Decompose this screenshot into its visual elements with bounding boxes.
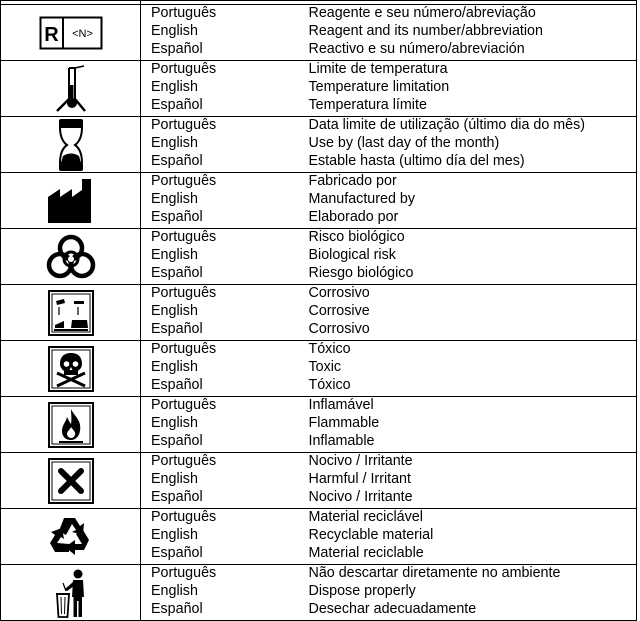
language-label: English [151, 22, 198, 39]
language-cell [141, 341, 297, 397]
language-cell [141, 565, 297, 621]
recycle-icon [47, 514, 95, 560]
symbol-cell [1, 173, 141, 229]
harmful-cross-icon [47, 457, 95, 505]
table-row [1, 173, 637, 229]
biohazard-icon [45, 232, 97, 282]
language-label: Português [151, 61, 217, 77]
language-label: Português [151, 509, 217, 525]
language-label: English [151, 582, 198, 599]
table-row [1, 565, 637, 621]
symbol-cell [1, 61, 141, 117]
language-label: Español [151, 600, 203, 617]
factory-icon [46, 177, 96, 225]
meaning-es: Desechar adecuadamente [308, 600, 477, 617]
language-cell [141, 229, 297, 285]
language-label: Español [151, 376, 203, 393]
table-row [1, 509, 637, 565]
hourglass-expiry-icon [51, 118, 91, 172]
language-label: Português [151, 397, 217, 413]
meaning-es: Elaborado por [308, 208, 399, 225]
meaning-en: Manufactured by [308, 190, 415, 207]
language-label: Español [151, 544, 203, 561]
language-label: Português [151, 341, 217, 357]
language-label: Español [151, 264, 203, 281]
table-row [1, 117, 637, 173]
meaning-cell [297, 285, 637, 341]
svg-text:<N>: <N> [71, 27, 93, 40]
table-row [1, 341, 637, 397]
meaning-cell [297, 61, 637, 117]
symbol-cell [1, 509, 141, 565]
dispose-properly-icon [51, 567, 91, 619]
table-row [1, 229, 637, 285]
skull-crossbones-icon [47, 345, 95, 393]
meaning-pt: Reagente e seu número/abreviação [308, 5, 536, 21]
language-label: English [151, 190, 198, 207]
symbol-cell [1, 229, 141, 285]
meaning-en: Flammable [308, 414, 380, 431]
language-label: Español [151, 320, 203, 337]
language-cell [141, 453, 297, 509]
meaning-pt: Limite de temperatura [308, 61, 448, 77]
language-label: English [151, 470, 198, 487]
table-row [1, 5, 637, 61]
meaning-cell [297, 229, 637, 285]
language-label: English [151, 414, 198, 431]
language-label: English [151, 246, 198, 263]
language-label: Español [151, 208, 203, 225]
meaning-cell [297, 341, 637, 397]
meaning-en: Biological risk [308, 246, 396, 263]
symbol-cell [1, 341, 141, 397]
meaning-pt: Fabricado por [308, 173, 397, 189]
meaning-en: Harmful / Irritant [308, 470, 411, 487]
meaning-es: Inflamable [308, 432, 375, 449]
language-label: Español [151, 152, 203, 169]
language-label: English [151, 78, 198, 95]
language-cell [141, 117, 297, 173]
language-label: English [151, 302, 198, 319]
language-label: Português [151, 173, 217, 189]
meaning-en: Temperature limitation [308, 78, 450, 95]
meaning-pt: Corrosivo [308, 285, 370, 301]
symbol-cell [1, 285, 141, 341]
language-cell [141, 173, 297, 229]
language-label: Português [151, 229, 217, 245]
symbol-cell [1, 565, 141, 621]
meaning-pt: Nocivo / Irritante [308, 453, 413, 469]
meaning-en: Recyclable material [308, 526, 434, 543]
language-label: English [151, 526, 198, 543]
language-cell [141, 285, 297, 341]
meaning-en: Toxic [308, 358, 342, 375]
language-label: Português [151, 117, 217, 133]
meaning-cell [297, 397, 637, 453]
meaning-cell [297, 453, 637, 509]
meaning-es: Riesgo biológico [308, 264, 414, 281]
table-row [1, 453, 637, 509]
meaning-pt: Inflamável [308, 397, 374, 413]
meaning-pt: Não descartar diretamente no ambiente [308, 565, 561, 581]
meaning-en: Use by (last day of the month) [308, 134, 500, 151]
meaning-es: Temperatura límite [308, 96, 427, 113]
meaning-en: Reagent and its number/abbreviation [308, 22, 543, 39]
meaning-cell [297, 117, 637, 173]
meaning-es: Tóxico [308, 376, 351, 393]
language-label: Português [151, 5, 217, 21]
flame-icon [47, 401, 95, 449]
symbol-cell [1, 5, 141, 61]
language-label: Español [151, 40, 203, 57]
language-label: Español [151, 96, 203, 113]
meaning-es: Nocivo / Irritante [308, 488, 413, 505]
meaning-en: Dispose properly [308, 582, 416, 599]
meaning-pt: Data limite de utilização (último dia do mês) [308, 117, 586, 133]
language-label: Português [151, 285, 217, 301]
symbol-cell [1, 453, 141, 509]
symbol-cell [1, 117, 141, 173]
language-label: English [151, 358, 198, 375]
meaning-pt: Risco biológico [308, 229, 405, 245]
reagent-box-icon [39, 16, 103, 50]
svg-text:R: R [43, 23, 59, 46]
meaning-pt: Material reciclável [308, 509, 423, 525]
table-row [1, 397, 637, 453]
meaning-cell [297, 5, 637, 61]
language-label: English [151, 134, 198, 151]
thermometer-limit-icon [51, 63, 91, 115]
meaning-cell [297, 173, 637, 229]
language-cell [141, 509, 297, 565]
meaning-en: Corrosive [308, 302, 370, 319]
symbol-cell [1, 397, 141, 453]
language-label: Español [151, 432, 203, 449]
language-label: Português [151, 565, 217, 581]
table-row [1, 61, 637, 117]
meaning-cell [297, 565, 637, 621]
table-row [1, 285, 637, 341]
language-label: Português [151, 453, 217, 469]
language-label: Español [151, 488, 203, 505]
language-cell [141, 397, 297, 453]
meaning-es: Estable hasta (ultimo día del mes) [308, 152, 525, 169]
language-cell [141, 61, 297, 117]
meaning-es: Corrosivo [308, 320, 370, 337]
meaning-cell [297, 509, 637, 565]
meaning-es: Material reciclable [308, 544, 424, 561]
meaning-es: Reactivo e su número/abreviación [308, 40, 525, 57]
meaning-pt: Tóxico [308, 341, 351, 357]
language-cell [141, 5, 297, 61]
corrosive-icon [47, 289, 95, 337]
